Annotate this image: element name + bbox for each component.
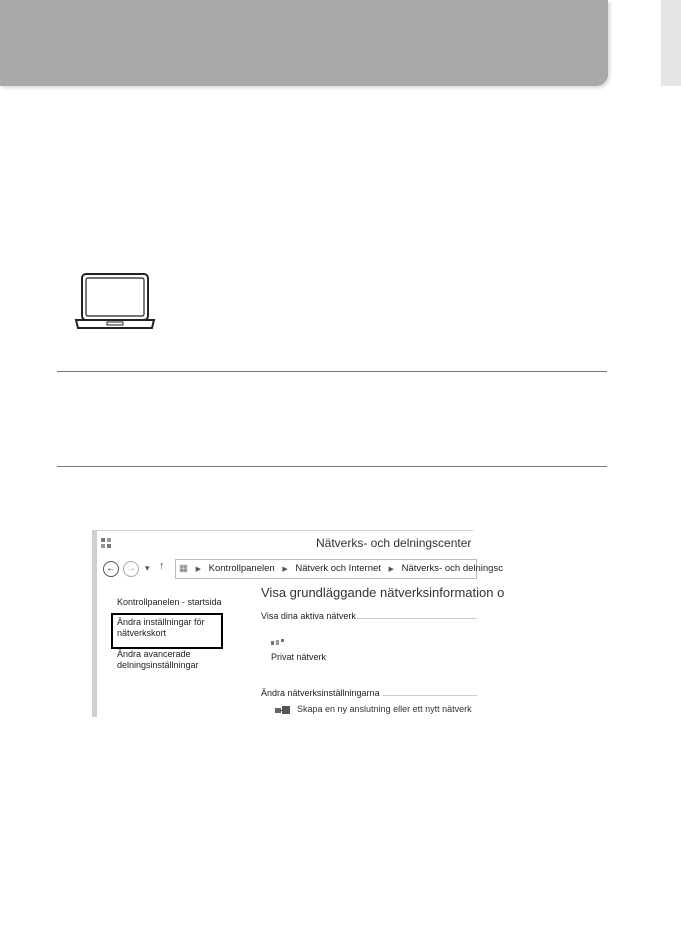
recent-dropdown-icon[interactable]: ▾ bbox=[145, 563, 150, 573]
control-panel-home-link[interactable]: Kontrollpanelen - startsida bbox=[117, 597, 222, 607]
header-band bbox=[0, 0, 608, 86]
title-bar bbox=[97, 531, 473, 555]
network-icon bbox=[271, 639, 285, 647]
page-heading: Visa grundläggande nätverksinformation o bbox=[261, 585, 505, 600]
new-connection-icon bbox=[275, 705, 291, 715]
control-panel-icon bbox=[100, 537, 112, 549]
network-name: Privat nätverk bbox=[271, 652, 327, 662]
change-adapter-settings-link-line2[interactable]: nätverkskort bbox=[117, 628, 167, 638]
breadcrumb-separator-icon: ▶ bbox=[282, 566, 288, 573]
divider-top bbox=[57, 371, 607, 372]
breadcrumb-separator-icon: ▶ bbox=[195, 566, 202, 573]
left-pane bbox=[97, 581, 247, 721]
section-divider bbox=[383, 695, 477, 696]
breadcrumb-item[interactable]: Nätverk och Internet bbox=[295, 563, 381, 574]
network-sharing-window bbox=[92, 530, 505, 717]
breadcrumb-separator-icon: ▶ bbox=[388, 566, 394, 573]
breadcrumb[interactable] bbox=[175, 559, 503, 579]
change-settings-label: Ändra nätverksinställningarna bbox=[261, 688, 380, 698]
new-connection-link[interactable]: Skapa en ny anslutning eller ett nytt nätverk bbox=[297, 704, 472, 714]
change-advanced-sharing-link[interactable]: Ändra avancerade bbox=[117, 649, 191, 659]
change-advanced-sharing-link-line2[interactable]: delningsinställningar bbox=[117, 660, 199, 670]
side-tab bbox=[661, 0, 681, 86]
address-bar bbox=[97, 558, 503, 580]
up-button[interactable]: ↑ bbox=[159, 560, 165, 572]
section-divider bbox=[357, 618, 477, 619]
window-title: Nätverks- och delningscenter bbox=[316, 536, 472, 550]
breadcrumb-home-icon: ▦ bbox=[179, 563, 188, 574]
forward-button[interactable]: → bbox=[123, 561, 139, 577]
change-adapter-settings-link[interactable]: Ändra inställningar för bbox=[117, 617, 205, 627]
back-button[interactable]: ← bbox=[103, 561, 119, 577]
laptop-icon bbox=[74, 272, 156, 332]
breadcrumb-item[interactable]: Kontrollpanelen bbox=[208, 563, 275, 574]
breadcrumb-item[interactable]: Nätverks- och delningsc bbox=[401, 563, 503, 574]
active-networks-label: Visa dina aktiva nätverk bbox=[261, 611, 356, 621]
main-pane bbox=[257, 581, 505, 721]
divider-bottom bbox=[57, 466, 607, 467]
